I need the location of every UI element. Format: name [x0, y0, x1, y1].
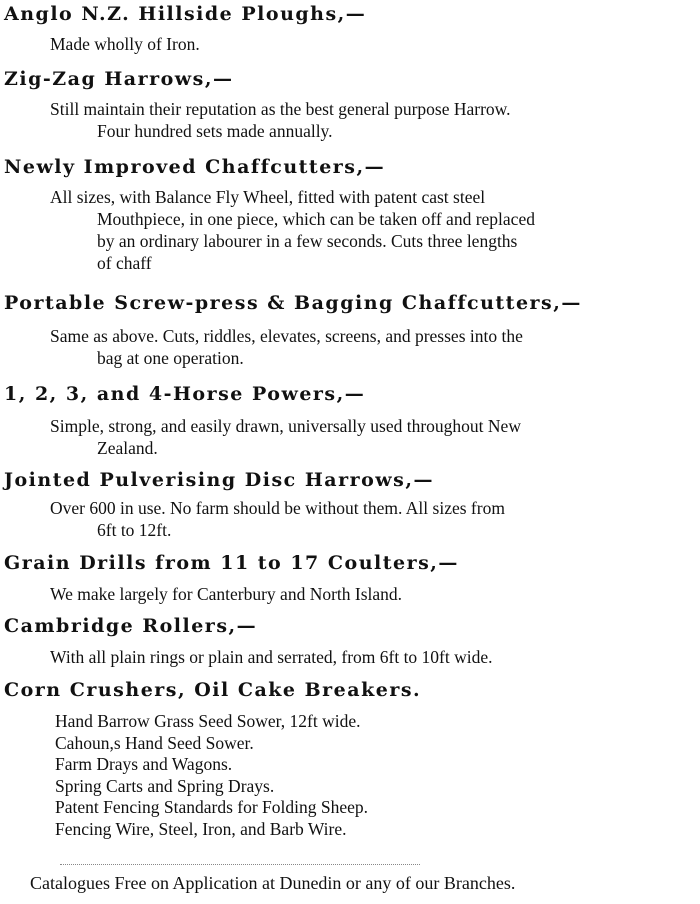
list-item: Spring Carts and Spring Drays.: [55, 775, 275, 796]
desc-line: Simple, strong, and easily drawn, universally used throughout New: [50, 416, 521, 436]
desc-line: All sizes, with Balance Fly Wheel, fitted with patent cast steel: [50, 187, 486, 207]
desc-line: by an ordinary labourer in a few seconds. Cuts three lengths: [97, 231, 518, 251]
divider-rule: [60, 864, 420, 865]
list-item: Hand Barrow Grass Seed Sower, 12ft wide.: [55, 711, 361, 731]
desc-line: of chaff: [97, 253, 152, 273]
heading-horse-powers: 1, 2, 3, and 4-Horse Powers,—: [4, 383, 366, 405]
list-item: Fencing Wire, Steel, Iron, and Barb Wire.: [55, 818, 347, 839]
desc-line: 6ft to 12ft.: [97, 520, 172, 540]
heading-chaffcutters: Newly Improved Chaffcutters,—: [4, 156, 386, 178]
desc-hillside-ploughs: [0, 33, 200, 55]
desc-line: bag at one operation.: [97, 348, 244, 368]
heading-cambridge-rollers: Cambridge Rollers,—: [4, 615, 258, 637]
heading-disc-harrows: Jointed Pulverising Disc Harrows,—: [4, 469, 434, 491]
desc-line: Same as above. Cuts, riddles, elevates, screens, and presses into the: [50, 326, 523, 346]
desc-cambridge-rollers: [0, 646, 493, 668]
implements-list: [55, 711, 368, 840]
list-item: Farm Drays and Wagons.: [55, 754, 233, 774]
heading-grain-drills: Grain Drills from 11 to 17 Coulters,—: [4, 552, 459, 574]
desc-chaffcutters: [0, 186, 535, 274]
desc-line: Four hundred sets made annually.: [97, 121, 333, 141]
desc-line: With all plain rings or plain and serrated, from 6ft to 10ft wide.: [50, 647, 493, 667]
desc-screw-press-chaffcutters: [0, 325, 523, 369]
desc-line: Still maintain their reputation as the best general purpose Harrow.: [50, 99, 511, 119]
desc-horse-powers: [0, 415, 521, 459]
heading-corn-crushers: Corn Crushers, Oil Cake Breakers.: [4, 679, 422, 701]
desc-zigzag-harrows: [0, 98, 511, 142]
heading-screw-press-chaffcutters: Portable Screw-press & Bagging Chaffcutters,—: [4, 292, 582, 314]
desc-disc-harrows: [0, 497, 505, 541]
heading-zigzag-harrows: Zig-Zag Harrows,—: [4, 68, 234, 90]
list-item: Patent Fencing Standards for Folding Sheep.: [55, 797, 369, 817]
desc-line: Over 600 in use. No farm should be without them. All sizes from: [50, 498, 505, 518]
desc-line: Made wholly of Iron.: [50, 34, 200, 54]
desc-line: Zealand.: [97, 438, 158, 458]
desc-line: Mouthpiece, in one piece, which can be taken off and replaced: [97, 209, 535, 229]
list-item: Cahoun,s Hand Seed Sower.: [55, 732, 254, 753]
heading-hillside-ploughs: Anglo N.Z. Hillside Ploughs,—: [4, 3, 367, 25]
desc-grain-drills: [0, 583, 402, 605]
desc-line: We make largely for Canterbury and North Island.: [50, 584, 403, 604]
footer-catalogues: Catalogues Free on Application at Dunedin or any of our Branches.: [30, 873, 516, 893]
